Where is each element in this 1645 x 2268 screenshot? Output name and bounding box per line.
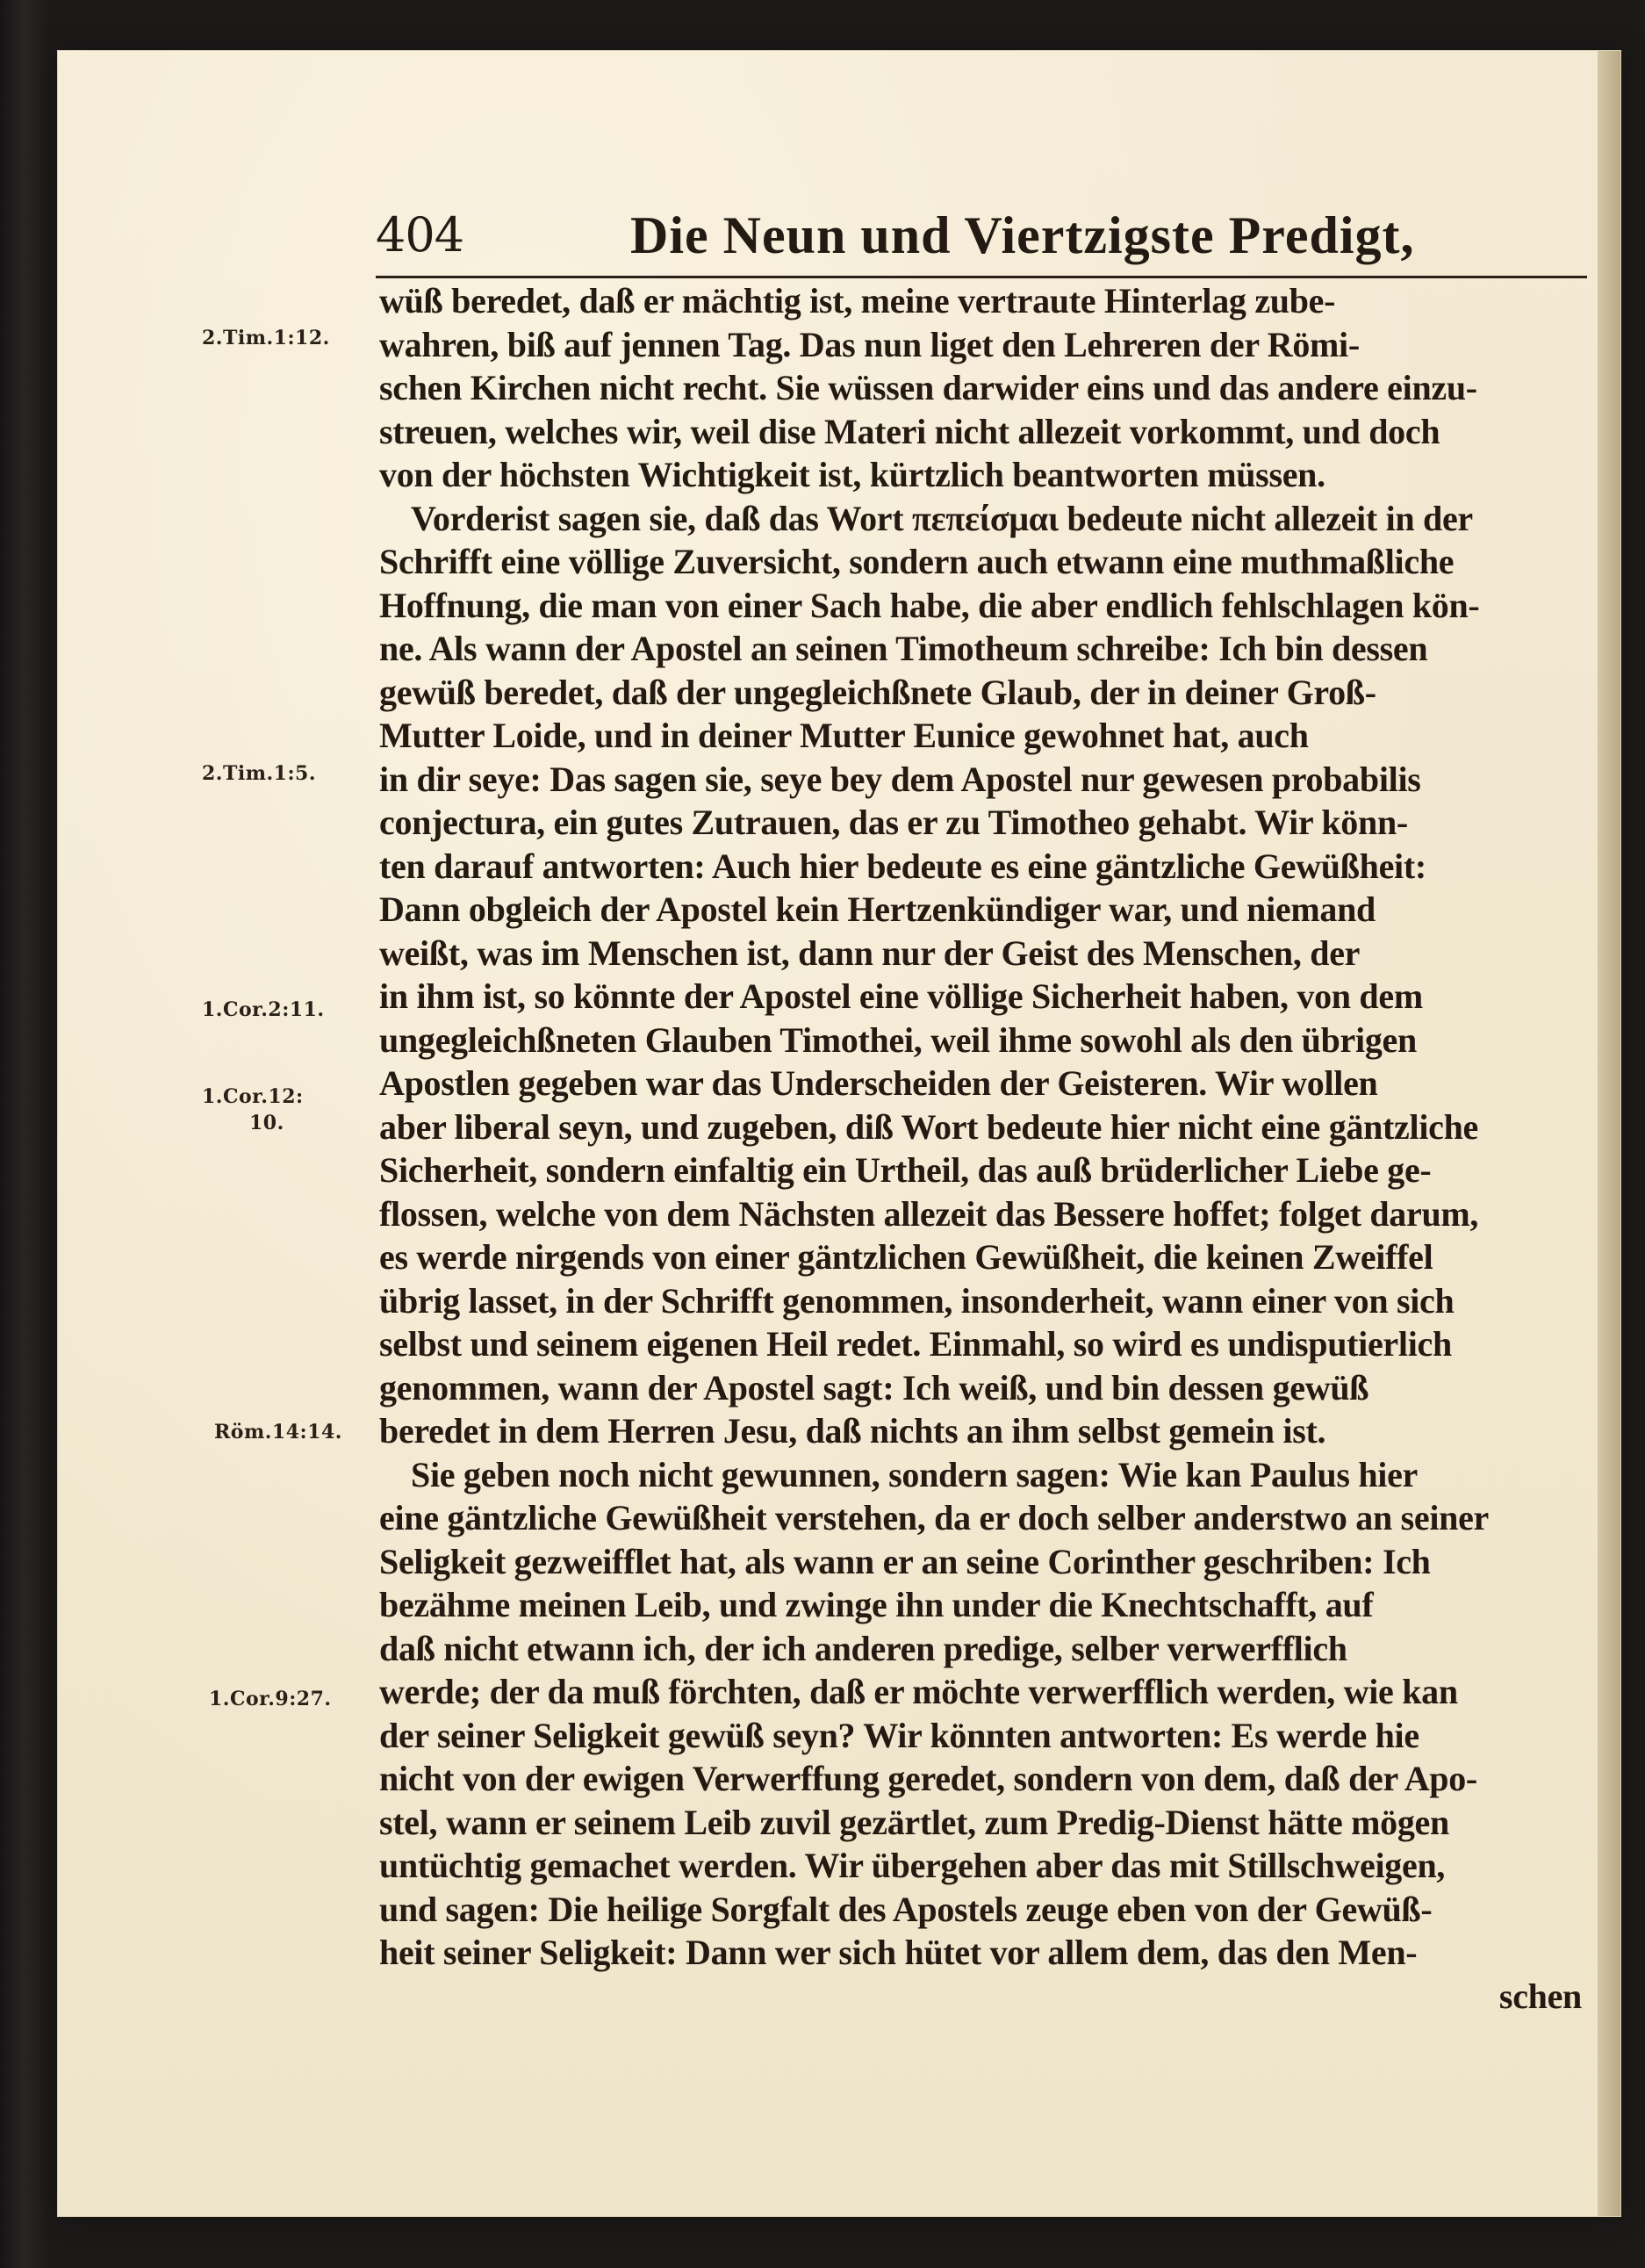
text-line: ungegleichßneten Glauben Timothei, weil ihme sowohl als den übrigen	[379, 1019, 1417, 1060]
text-line: werde; der da muß förchten, daß er möchte verwerfflich werden, wie kan	[379, 1672, 1458, 1711]
text-line: übrig lasset, in der Schrifft genommen, insonderheit, wann einer von sich	[379, 1280, 1455, 1321]
text-line: ten darauf antworten: Auch hier bedeute es eine gäntzliche Gewüßheit:	[379, 846, 1426, 886]
text-line: bezähme meinen Leib, und zwinge ihn under die Knechtschafft, auf	[379, 1585, 1374, 1624]
margin-note-1cor-9-27: 1.Cor.9:27.	[209, 1688, 332, 1710]
page-edge	[1598, 51, 1620, 2216]
margin-note-1cor-2-11: 1.Cor.2:11.	[202, 998, 325, 1021]
text-line: genommen, wann der Apostel sagt: Ich weiß, und bin dessen gewüß	[379, 1367, 1369, 1408]
margin-note-2tim-1-5: 2.Tim.1:5.	[202, 762, 317, 785]
text-line: weißt, was im Menschen ist, dann nur der Geist des Menschen, der	[379, 932, 1361, 973]
text-line: beredet in dem Herren Jesu, daß nichts an ihm selbst gemein ist.	[379, 1411, 1326, 1451]
page-header	[376, 205, 1587, 278]
text-line: wahren, biß auf jennen Tag. Das nun liget den Lehreren der Römi-	[379, 324, 1360, 364]
text-line: es werde nirgends von einer gäntzlichen Gewüßheit, die keinen Zweiffel	[379, 1237, 1433, 1277]
text-line: daß nicht etwann ich, der ich anderen predige, selber verwerfflich	[379, 1628, 1347, 1668]
text-line: streuen, welches wir, weil dise Materi nicht allezeit vorkommt, und doch	[379, 411, 1440, 451]
text-line: nicht von der ewigen Verwerffung geredet, sondern von dem, daß der Apo-	[379, 1759, 1477, 1798]
sermon-text	[379, 279, 1582, 2018]
text-line: Vorderist sagen sie, daß das Wort πεπείσμαι bedeute nicht allezeit in der	[411, 498, 1473, 538]
margin-note-10: 10.	[249, 1112, 284, 1134]
text-line: heit seiner Seligkeit: Dann wer sich hütet vor allem dem, das den Men-	[379, 1933, 1418, 1972]
text-line: stel, wann er seinem Leib zuvil gezärtlet, zum Predig-Dienst hätte mögen	[379, 1802, 1449, 1842]
text-line: in dir seye: Das sagen sie, seye bey dem Apostel nur gewesen probabilis	[379, 759, 1421, 799]
text-line: ne. Als wann der Apostel an seinen Timotheum schreibe: Ich bin dessen	[379, 629, 1428, 668]
page-number: 404	[376, 207, 464, 263]
text-line: Sie geben noch nicht gewunnen, sondern sagen: Wie kan Paulus hier	[411, 1454, 1419, 1494]
text-line: Dann obgleich der Apostel kein Hertzenkündiger war, und niemand	[379, 889, 1376, 929]
text-line: und sagen: Die heilige Sorgfalt des Apostels zeuge eben von der Gewüß-	[379, 1889, 1433, 1929]
text-line: Seligkeit gezweifflet hat, als wann er an seine Corinther geschriben: Ich	[379, 1541, 1431, 1581]
text-line: conjectura, ein gutes Zutrauen, das er zu Timotheo gehabt. Wir könn-	[379, 803, 1408, 842]
text-line: aber liberal seyn, und zugeben, diß Wort bedeute hier nicht eine gäntzliche	[379, 1106, 1478, 1147]
text-line: eine gäntzliche Gewüßheit verstehen, da er doch selber anderstwo an seiner	[379, 1498, 1489, 1537]
catchword: schen	[1498, 1976, 1582, 2016]
text-line: in ihm ist, so könnte der Apostel eine völlige Sicherheit haben, von dem	[379, 976, 1423, 1016]
text-line: flossen, welche von dem Nächsten allezeit das Bessere hoffet; folget darum,	[379, 1193, 1479, 1234]
running-title: Die Neun und Viertzigste Predigt,	[630, 206, 1415, 264]
text-line: wüß beredet, daß er mächtig ist, meine vertraute Hinterlag zube-	[379, 281, 1336, 320]
text-line: Mutter Loide, und in deiner Mutter Eunice gewohnet hat, auch	[379, 716, 1309, 755]
text-line: Schrifft eine völlige Zuversicht, sondern auch etwann eine muthmaßliche	[379, 542, 1455, 581]
text-line: Sicherheit, sondern einfaltig ein Urtheil, das auß brüderlicher Liebe ge-	[379, 1150, 1432, 1190]
text-line: gewüß beredet, daß der ungegleichßnete Glaub, der in deiner Groß-	[379, 672, 1376, 712]
margin-note-2tim-1-12: 2.Tim.1:12.	[202, 327, 330, 349]
margin-note-rom-14-14: Röm.14:14.	[214, 1421, 342, 1444]
text-line: schen Kirchen nicht recht. Sie wüssen darwider eins und das andere einzu-	[379, 368, 1477, 407]
text-line: von der höchsten Wichtigkeit ist, kürtzlich beantworten müssen.	[379, 455, 1325, 494]
text-line: untüchtig gemachet werden. Wir übergehen aber das mit Stillschweigen,	[379, 1846, 1446, 1885]
text-line: selbst und seinem eigenen Heil redet. Einmahl, so wird es undisputierlich	[379, 1324, 1452, 1364]
text-line: der seiner Seligkeit gewüß seyn? Wir könnten antworten: Es werde hie	[379, 1715, 1419, 1755]
text-line: Apostlen gegeben war das Underscheiden der Geisteren. Wir wollen	[379, 1063, 1378, 1103]
text-line: Hoffnung, die man von einer Sach habe, die aber endlich fehlschlagen kön-	[379, 585, 1480, 625]
margin-note-1cor-12: 1.Cor.12:	[202, 1085, 304, 1108]
